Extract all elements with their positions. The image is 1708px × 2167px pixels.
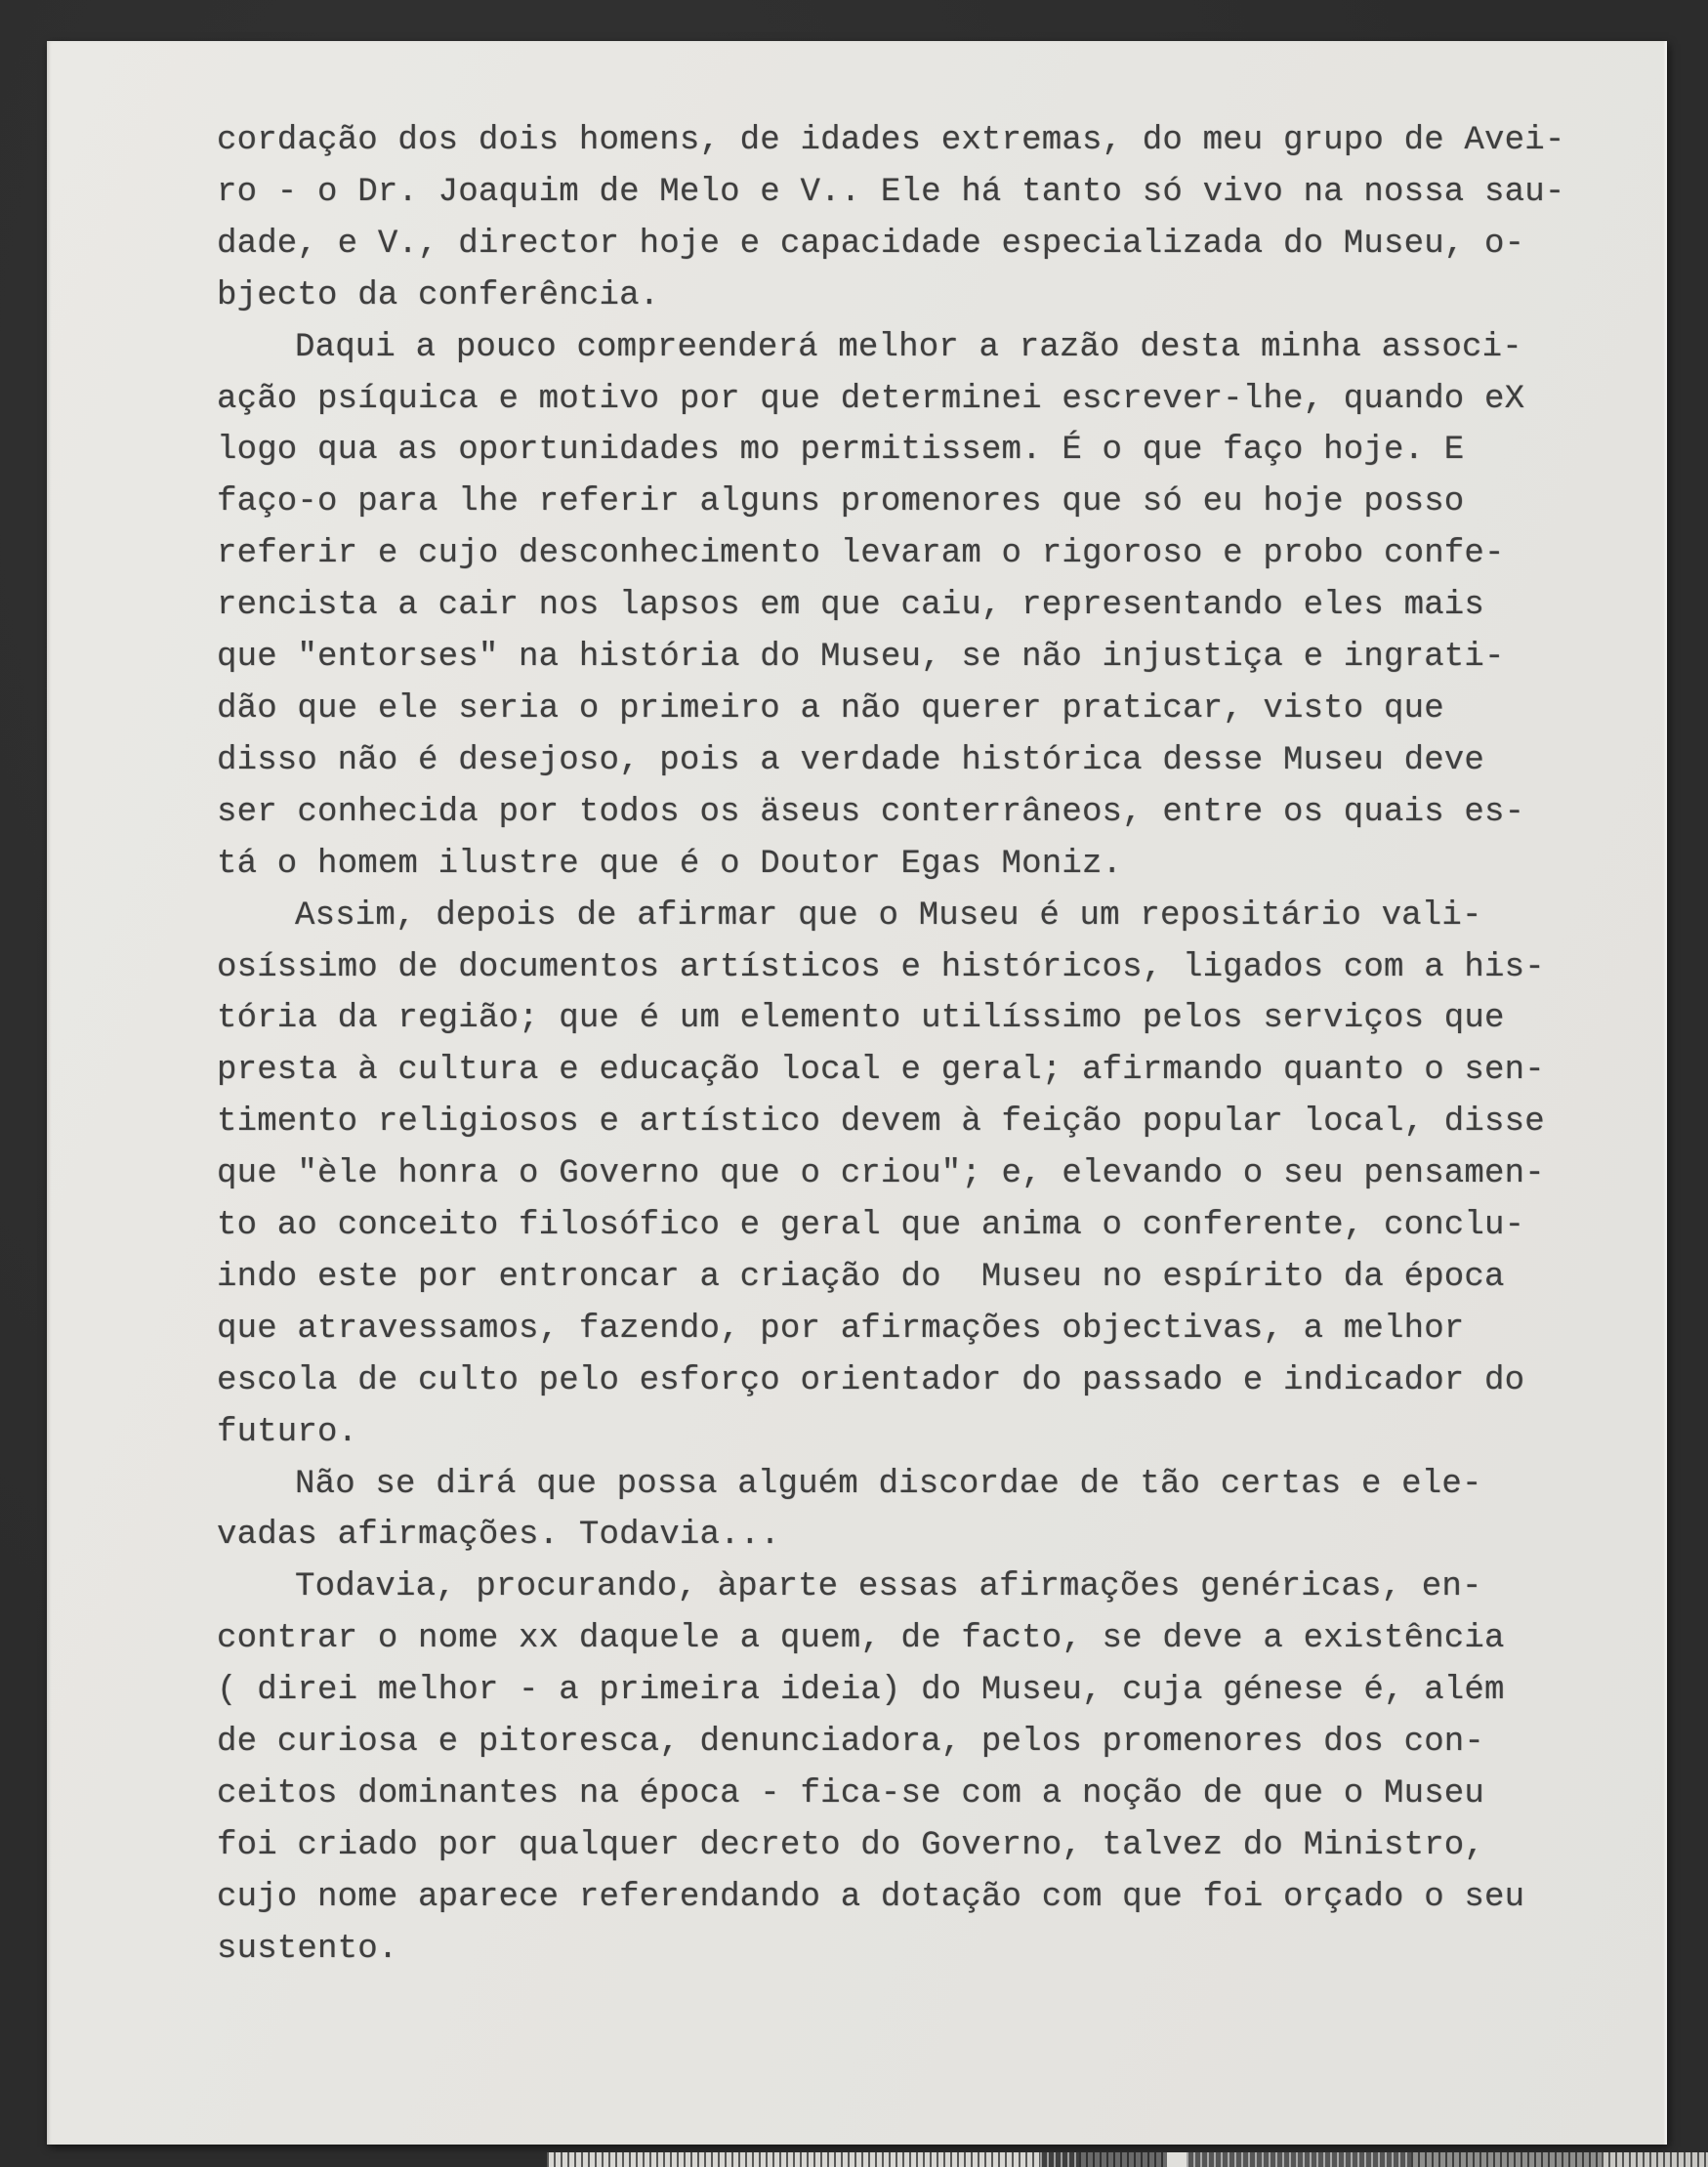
text-line: contrar o nome xx daquele a quem, de facto, se deve a existência xyxy=(217,1620,1505,1658)
text-line: logo qua as oportunidades mo permitissem. É o que faço hoje. E xyxy=(217,432,1465,470)
text-line: de curiosa e pitoresca, denunciadora, pelos promenores dos con- xyxy=(217,1724,1485,1762)
calibration-strip-segment xyxy=(1040,2152,1079,2167)
calibration-strip-segment xyxy=(1602,2152,1708,2167)
text-line: futuro. xyxy=(217,1413,358,1451)
calibration-strip xyxy=(547,2152,1708,2167)
calibration-strip-segment xyxy=(1411,2152,1602,2167)
text-line: cujo nome aparece referendando a dotação com que foi orçado o seu xyxy=(217,1878,1525,1916)
text-line: escola de culto pelo esforço orientador do passado e indicador do xyxy=(217,1361,1525,1399)
calibration-strip-segment xyxy=(1187,2152,1411,2167)
text-line: osíssimo de documentos artísticos e históricos, ligados com a his- xyxy=(217,948,1545,986)
text-line: que "entorses" na história do Museu, se não injustiça e ingrati- xyxy=(217,639,1505,677)
text-line: bjecto da conferência. xyxy=(217,276,660,314)
text-line: ação psíquica e motivo por que determinei escrever-lhe, quando eX xyxy=(217,380,1525,418)
text-line: tá o homem ilustre que é o Doutor Egas Moniz. xyxy=(217,845,1123,883)
text-line: indo este por entroncar a criação do Museu no espírito da época xyxy=(217,1258,1505,1296)
text-line: Daqui a pouco compreenderá melhor a razão desta minha associ- xyxy=(295,328,1522,366)
text-line: timento religiosos e artístico devem à feição popular local, disse xyxy=(217,1104,1545,1142)
text-line: rencista a cair nos lapsos em que caiu, representando eles mais xyxy=(217,587,1485,625)
text-line: foi criado por qualquer decreto do Governo, talvez do Ministro, xyxy=(217,1826,1485,1864)
text-line: ( direi melhor - a primeira ideia) do Museu, cuja génese é, além xyxy=(217,1672,1505,1710)
text-line: sustento. xyxy=(217,1930,398,1968)
text-line: que atravessamos, fazendo, por afirmações objectivas, a melhor xyxy=(217,1310,1465,1348)
text-line: que "èle honra o Governo que o criou"; e, elevando o seu pensamen- xyxy=(217,1155,1545,1193)
text-line: disso não é desejoso, pois a verdade histórica desse Museu deve xyxy=(217,741,1485,779)
text-line: to ao conceito filosófico e geral que anima o conferente, conclu- xyxy=(217,1207,1525,1245)
calibration-strip-segment xyxy=(1167,2152,1187,2167)
typed-text-block xyxy=(217,115,1623,1976)
calibration-strip-segment xyxy=(1079,2152,1167,2167)
document-page xyxy=(47,41,1667,2145)
text-line: ro - o Dr. Joaquim de Melo e V.. Ele há tanto só vivo na nossa sau- xyxy=(217,173,1565,211)
text-line: presta à cultura e educação local e geral; afirmando quanto o sen- xyxy=(217,1052,1545,1090)
text-line: Assim, depois de afirmar que o Museu é um repositário vali- xyxy=(295,896,1482,935)
text-line: Não se dirá que possa alguém discordae de tão certas e ele- xyxy=(295,1465,1482,1503)
calibration-strip-segment xyxy=(547,2152,1040,2167)
text-line: dade, e V., director hoje e capacidade especializada do Museu, o- xyxy=(217,225,1525,263)
text-line: ceitos dominantes na época - fica-se com a noção de que o Museu xyxy=(217,1775,1485,1813)
text-line: Todavia, procurando, àparte essas afirmações genéricas, en- xyxy=(295,1568,1482,1606)
text-line: referir e cujo desconhecimento levaram o rigoroso e probo confe- xyxy=(217,535,1505,573)
text-line: ser conhecida por todos os äseus conterrâneos, entre os quais es- xyxy=(217,793,1525,831)
text-line: faço-o para lhe referir alguns promenores que só eu hoje posso xyxy=(217,483,1465,521)
text-line: cordação dos dois homens, de idades extremas, do meu grupo de Avei- xyxy=(217,122,1565,159)
text-line: dão que ele seria o primeiro a não querer praticar, visto que xyxy=(217,689,1444,728)
text-line: vadas afirmações. Todavia... xyxy=(217,1517,780,1555)
text-line: tória da região; que é um elemento utilíssimo pelos serviços que xyxy=(217,1000,1505,1038)
